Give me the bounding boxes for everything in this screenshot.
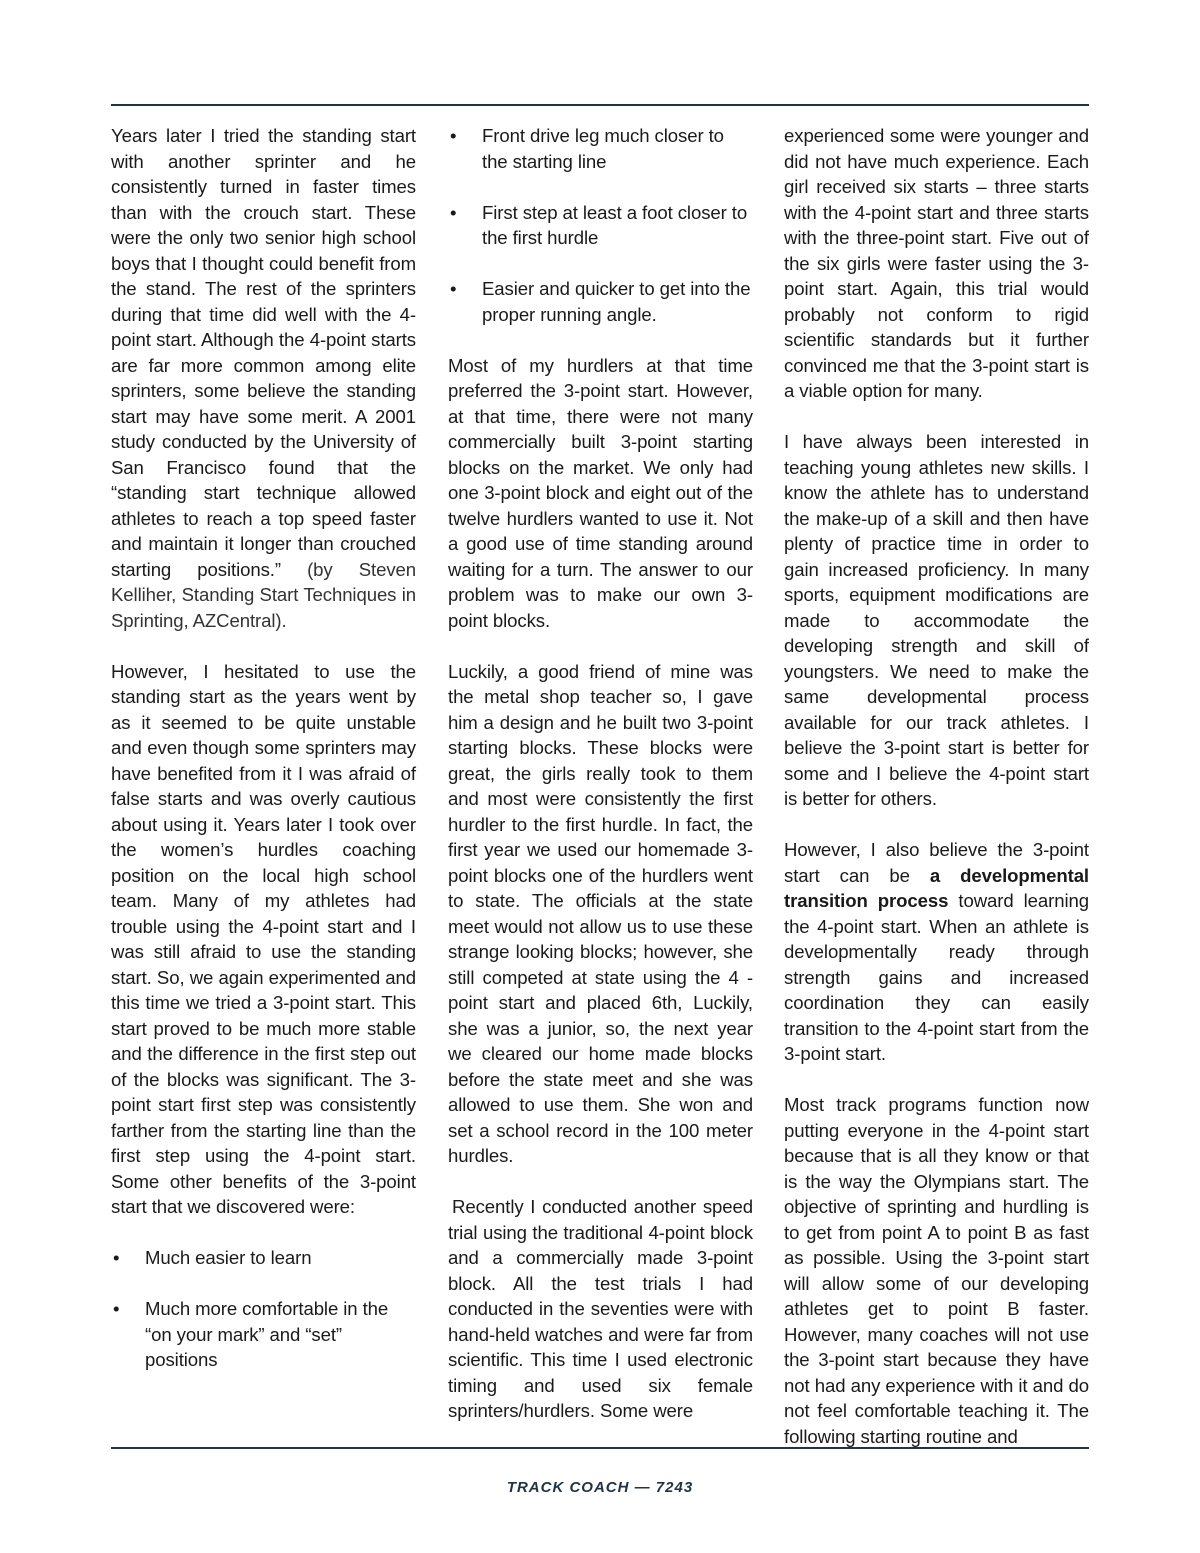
paragraph [784,837,1089,1067]
list-item: • Much easier to learn [111,1245,416,1271]
paragraph-text: toward learning the 4-point start. When an athlete is developmentally ready through strength gains and increased coordination they can easily transition to the 4-point start from the 3-point start. [784,890,1089,1064]
column-2 [448,123,753,1424]
column-1 [111,123,416,1398]
citation: (by Steven Kelliher, Standing Start Techniques in Sprinting, AZCentral). [111,558,416,631]
column-3 [784,123,1089,1449]
paragraph: However, I hesitated to use the standing start as the years went by as it seemed to be quite unstable and even though some sprinters may have benefited from it I was afraid of false starts and was overly cautious about using it. Years later I took over the women’s hurdles coaching position on the local high school team. Many of my athletes had trouble using the 4-point start and I was still afraid to use the standing start. So, we again experimented and this time we tried a 3-point start. This start proved to be much more stable and the difference in the first step out of the blocks was significant. The 3-point start first step was consistently farther from the starting line than the first step using the 4-point start. Some other benefits of the 3-point start that we discovered were: [111,660,416,1217]
paragraph-text: Years later I tried the standing start with another sprinter and he consistently turned in faster times than with the crouch start. These were the only two senior high school boys that I thought could benefit from the stand. The rest of the sprinters during that time did well with the 4-point start. Although the 4-point starts are far more common among elite sprinters, some believe the standing start may have some merit. A 2001 study conducted by the University of San Francisco found that the “standing start technique allowed athletes to reach a top speed faster and maintain it longer than crouched starting positions.” [111,125,416,580]
paragraph: Recently I conducted another speed trial using the traditional 4-point block and a commercially made 3-point block. All the test trials I had conducted in the seventies were with hand-held watches and were far from scientific. This time I used electronic timing and used six female sprinters/hurdlers. Some were [448,1196,753,1421]
paragraph-text: However, I also believe the 3-point start can be [784,839,1089,886]
page-footer: TRACK COACH — 7243 [506,1479,694,1496]
benefits-list-continued [448,123,753,327]
list-item: • Much more comfortable in the “on your mark” and “set” positions [111,1296,416,1373]
list-item: • Front drive leg much closer to the starting line [448,123,753,174]
top-rule [111,104,1089,106]
paragraph [111,123,416,633]
benefits-list [111,1245,416,1373]
emphasis-text: a developmental transition process [784,864,1089,911]
paragraph: experienced some were younger and did not have much experience. Each girl received six starts – three starts with the 4-point start and three starts with the three-point start. Five out of the six girls were faster using the 3-point start. Again, this trial would probably not conform to rigid scientific standards but it further convinced me that the 3-point start is a viable option for many. [784,125,1089,401]
paragraph: Luckily, a good friend of mine was the metal shop teacher so, I gave him a design and he built two 3-point starting blocks. These blocks were great, the girls really took to them and most were consistently the first hurdler to the first hurdle. In fact, the first year we used our homemade 3-point blocks one of the hurdlers went to state. The officials at the state meet would not allow us to use these strange looking blocks; however, she still competed at state using the 4 -point start and placed 6th, Luckily, she was a junior, so, the next year we cleared our home made blocks before the state meet and she was allowed to use them. She won and set a school record in the 100 meter hurdles. [448,660,753,1166]
paragraph: I have always been interested in teaching young athletes new skills. I know the athlete has to understand the make-up of a skill and then have plenty of practice time in order to gain increased proficiency. In many sports, equipment modifications are made to accommodate the developing strength and skill of youngsters. We need to make the same developmental process available for our track athletes. I believe the 3-point start is better for some and I believe the 4-point start is better for others. [784,431,1089,809]
bottom-rule [111,1447,1089,1449]
list-item: • First step at least a foot closer to the first hurdle [448,200,753,251]
list-item: • Easier and quicker to get into the proper running angle. [448,276,753,327]
paragraph: Most of my hurdlers at that time preferred the 3-point start. However, at that time, there were not many commercially built 3-point starting blocks on the market. We only had one 3-point block and eight out of the twelve hurdlers wanted to use it. Not a good use of time standing around waiting for a turn. The answer to our problem was to make our own 3-point blocks. [448,354,753,631]
paragraph: Most track programs function now putting everyone in the 4-point start because that is all they know or that is the way the Olympians start. The objective of sprinting and hurdling is to get from point A to point B as fast as possible. Using the 3-point start will allow some of our developing athletes get to point B faster. However, many coaches will not use the 3-point start because they have not had any experience with it and do not feel comfortable teaching it. The following starting routine and [784,1094,1089,1447]
